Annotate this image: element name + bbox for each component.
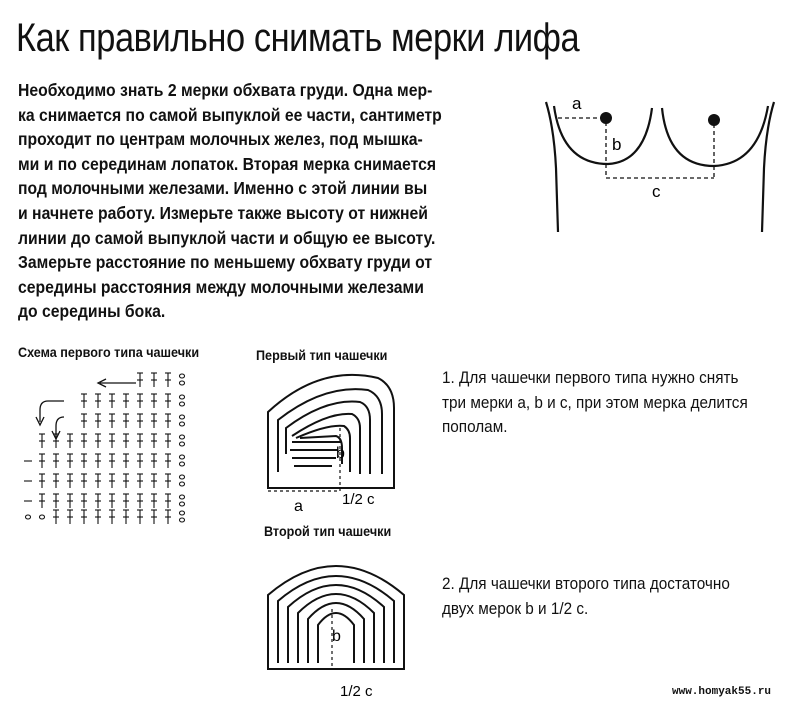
intro-line: линии до самой выпуклой части и общую ее высоту.	[18, 227, 436, 248]
intro-line: и начнете работу. Измерьте также высоту от нижней	[18, 202, 428, 223]
intro-line: Необходимо знать 2 мерки обхвата груди. Одна мер-	[18, 80, 433, 100]
chain-stitch	[180, 475, 185, 479]
cup1-stripe	[278, 389, 382, 474]
cup2-label-b: b	[332, 628, 341, 645]
scheme-caption: Схема первого типа чашечки	[18, 344, 200, 360]
chain-stitch	[180, 435, 185, 439]
watermark: www.homyak55.ru	[672, 686, 772, 698]
cup1-label-half-c: 1/2 c	[342, 491, 375, 508]
intro-line: Замерьте расстояние по меньшему обхвату груди от	[18, 252, 433, 273]
note-cup2	[442, 572, 762, 621]
cup2-diagram	[256, 545, 426, 700]
chain-stitch	[180, 395, 185, 399]
chain-stitch	[180, 462, 185, 466]
chain-stitch	[180, 374, 185, 378]
cup1-label-a: a	[294, 498, 303, 515]
crochet-scheme	[18, 370, 188, 530]
intro-line: ка снимается по самой выпуклой ее части, сантиметр	[18, 104, 442, 125]
cup2-stripe	[278, 576, 394, 663]
cup1-caption: Первый тип чашечки	[256, 347, 388, 363]
intro-paragraph	[18, 78, 518, 324]
note-line: двух мерок b и 1/2 c.	[442, 598, 589, 618]
torso-label-c: c	[652, 182, 661, 201]
chain-stitch	[180, 442, 185, 446]
note-line: пополам.	[442, 417, 508, 436]
intro-line: середины расстояния между молочными железами	[18, 276, 424, 297]
chain-stitch	[180, 482, 185, 486]
chain-stitch	[180, 455, 185, 459]
chain-stitch	[180, 511, 185, 515]
chain-stitch	[180, 495, 185, 499]
note-line: 1. Для чашечки первого типа нужно снять	[442, 368, 739, 387]
right-nipple-dot	[708, 114, 720, 126]
chain-stitch	[40, 515, 45, 519]
torso-label-a: a	[572, 94, 582, 113]
chain-stitch	[180, 502, 185, 506]
intro-line: ми и по серединам лопаток. Вторая мерка снимается	[18, 153, 437, 174]
page-title: Как правильно снимать мерки лифа	[16, 16, 580, 60]
note-cup1	[442, 366, 782, 440]
intro-line: проходит по центрам молочных желез, под мышка-	[18, 129, 423, 150]
intro-line: под молочными железами. Именно с этой линии вы	[18, 178, 428, 199]
chain-stitch	[180, 518, 185, 522]
cup1-diagram	[256, 368, 426, 518]
note-line: три мерки a, b и c, при этом мерка делится	[442, 392, 748, 412]
chain-stitch	[26, 515, 31, 519]
torso-label-b: b	[612, 135, 622, 154]
left-nipple-dot	[600, 112, 612, 124]
cup1-label-b: b	[336, 445, 345, 462]
cup2-stripe	[288, 585, 384, 663]
chain-stitch	[180, 415, 185, 419]
cup2-caption: Второй тип чашечки	[264, 523, 392, 539]
chain-stitch	[180, 381, 185, 385]
chain-stitch	[180, 402, 185, 406]
note-line: 2. Для чашечки второго типа достаточно	[442, 574, 730, 593]
turn-arrow-lower	[56, 417, 64, 436]
chain-stitch	[180, 422, 185, 426]
cup2-label-half-c: 1/2 c	[340, 683, 373, 700]
torso-diagram	[540, 88, 780, 238]
intro-line: до середины бока.	[18, 301, 166, 322]
